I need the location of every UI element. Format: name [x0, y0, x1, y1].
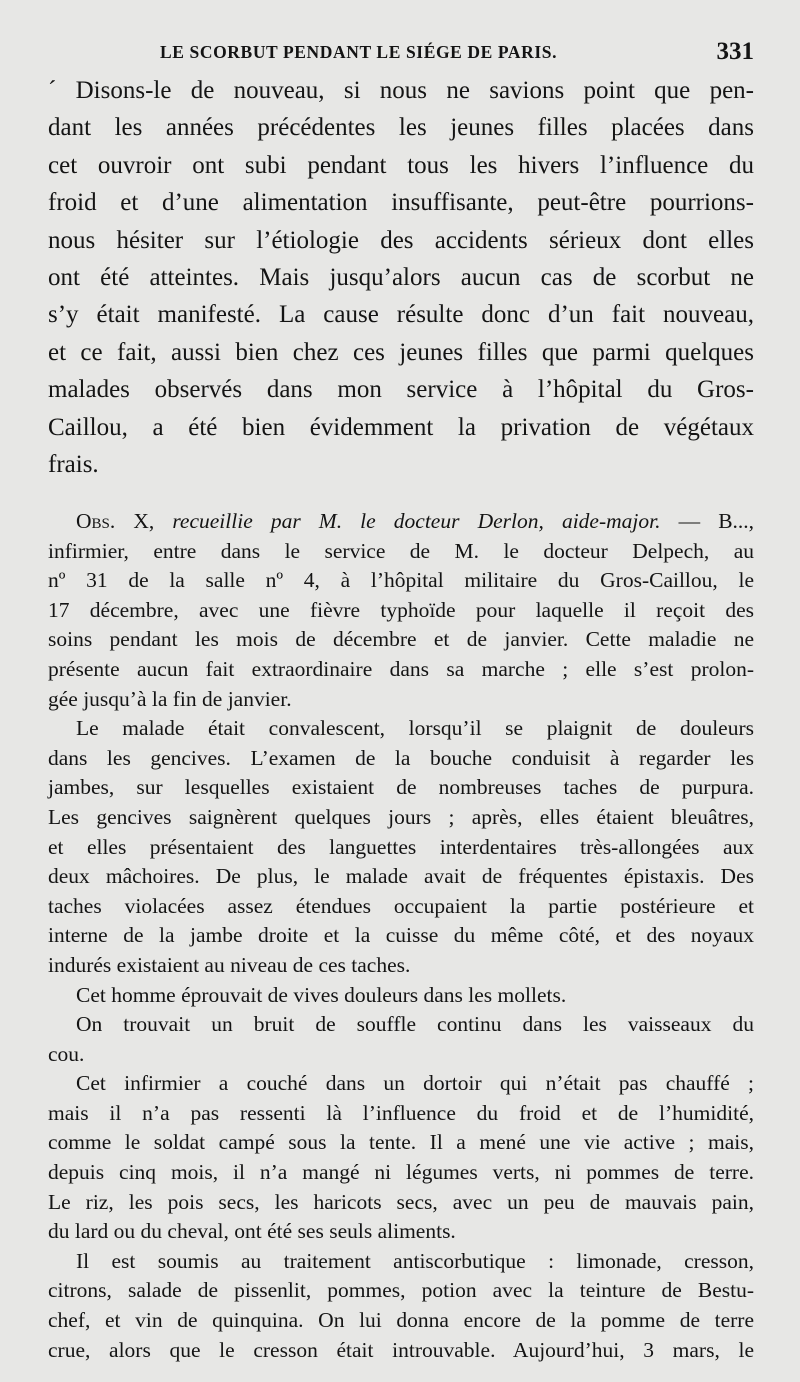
- text-line: soins pendant les mois de décembre et de janvier. Cette maladie ne: [48, 627, 754, 652]
- text-line: crue, alors que le cresson était introuvable. Aujourd’hui, 3 mars, le: [48, 1337, 754, 1362]
- text-line: On trouvait un bruit de souffle continu dans les vaisseaux du: [76, 1012, 754, 1037]
- text-line: Il est soumis au traitement antiscorbutique : limonade, cresson,: [76, 1248, 754, 1273]
- text-line: et ce fait, aussi bien chez ces jeunes filles que parmi quelques: [48, 338, 754, 366]
- observation-attribution: recueillie par M. le docteur Derlon, aide-major.: [172, 509, 661, 533]
- text-line: frais.: [48, 451, 99, 479]
- text-line: infirmier, entre dans le service de M. le docteur Delpech, au: [48, 538, 754, 563]
- observation-heading-tail: — B...,: [678, 509, 755, 533]
- page-header: [48, 38, 754, 68]
- text-line: ont été atteintes. Mais jusqu’alors aucun cas de scorbut ne: [48, 264, 754, 292]
- text-line: interne de la jambe droite et la cuisse du même côté, et des noyaux: [48, 923, 754, 948]
- text-line: comme le soldat campé sous la tente. Il a mené une vie active ; mais,: [48, 1130, 754, 1155]
- text-line: et elles présentaient des languettes interdentaires très-allongées aux: [48, 834, 754, 859]
- text-line: Cet homme éprouvait de vives douleurs dans les mollets.: [76, 982, 567, 1007]
- text-line: mais il n’a pas ressenti là l’influence du froid et de l’humidité,: [48, 1100, 754, 1125]
- observation-heading-line: [48, 507, 754, 537]
- text-line: présente aucun fait extraordinaire dans sa marche ; elle s’est prolon-: [48, 656, 754, 681]
- text-line: Les gencives saignèrent quelques jours ; après, elles étaient bleuâtres,: [48, 804, 754, 829]
- text-line: taches violacées assez étendues occupaient la partie postérieure et: [48, 893, 754, 918]
- text-line: deux mâchoires. De plus, le malade avait de fréquentes épistaxis. Des: [48, 864, 754, 889]
- text-line: Le malade était convalescent, lorsqu’il se plaignit de douleurs: [76, 716, 754, 741]
- text-line: nous hésiter sur l’étiologie des accidents sérieux dont elles: [48, 226, 754, 254]
- intro-paragraph: [48, 72, 754, 483]
- text-line: jambes, sur lesquelles existaient de nombreuses taches de purpura.: [48, 775, 754, 800]
- text-line: gée jusqu’à la fin de janvier.: [48, 686, 292, 711]
- text-line: nº 31 de la salle nº 4, à l’hôpital militaire du Gros-Caillou, le: [48, 568, 754, 593]
- text-line: malades observés dans mon service à l’hôpital du Gros-: [48, 376, 754, 404]
- running-title: LE SCORBUT PENDANT LE SIÉGE DE PARIS.: [160, 42, 558, 62]
- text-line: depuis cinq mois, il n’a mangé ni légumes verts, ni pommes de terre.: [48, 1160, 754, 1185]
- text-line: 17 décembre, avec une fièvre typhoïde pour laquelle il reçoit des: [48, 597, 754, 622]
- text-line: ´ Disons-le de nouveau, si nous ne savions point que pen-: [48, 77, 754, 104]
- text-line: froid et d’une alimentation insuffisante, peut-être pourrions-: [48, 189, 754, 217]
- text-line: citrons, salade de pissenlit, pommes, potion avec la teinture de Bestu-: [48, 1278, 754, 1303]
- text-line: cet ouvroir ont subi pendant tous les hivers l’influence du: [48, 151, 754, 179]
- text-line: Cet infirmier a couché dans un dortoir qui n’était pas chauffé ;: [76, 1071, 754, 1096]
- text-line: dant les années précédentes les jeunes filles placées dans: [48, 114, 754, 142]
- text-line: s’y était manifesté. La cause résulte donc d’un fait nouveau,: [48, 301, 754, 329]
- text-line: chef, et vin de quinquina. On lui donna encore de la pomme de terre: [48, 1308, 754, 1333]
- observation-section: [48, 507, 754, 1365]
- text-line: Caillou, a été bien évidemment la privation de végétaux: [48, 413, 754, 441]
- observation-label: Obs. X,: [76, 509, 155, 533]
- text-line: indurés existaient au niveau de ces taches.: [48, 952, 411, 977]
- page-number: 331: [716, 38, 754, 65]
- text-line: dans les gencives. L’examen de la bouche conduisit à regarder les: [48, 745, 754, 770]
- text-line: cou.: [48, 1041, 85, 1066]
- text-line: du lard ou du cheval, ont été ses seuls aliments.: [48, 1219, 456, 1244]
- text-line: Le riz, les pois secs, les haricots secs, avec un peu de mauvais pain,: [48, 1189, 754, 1214]
